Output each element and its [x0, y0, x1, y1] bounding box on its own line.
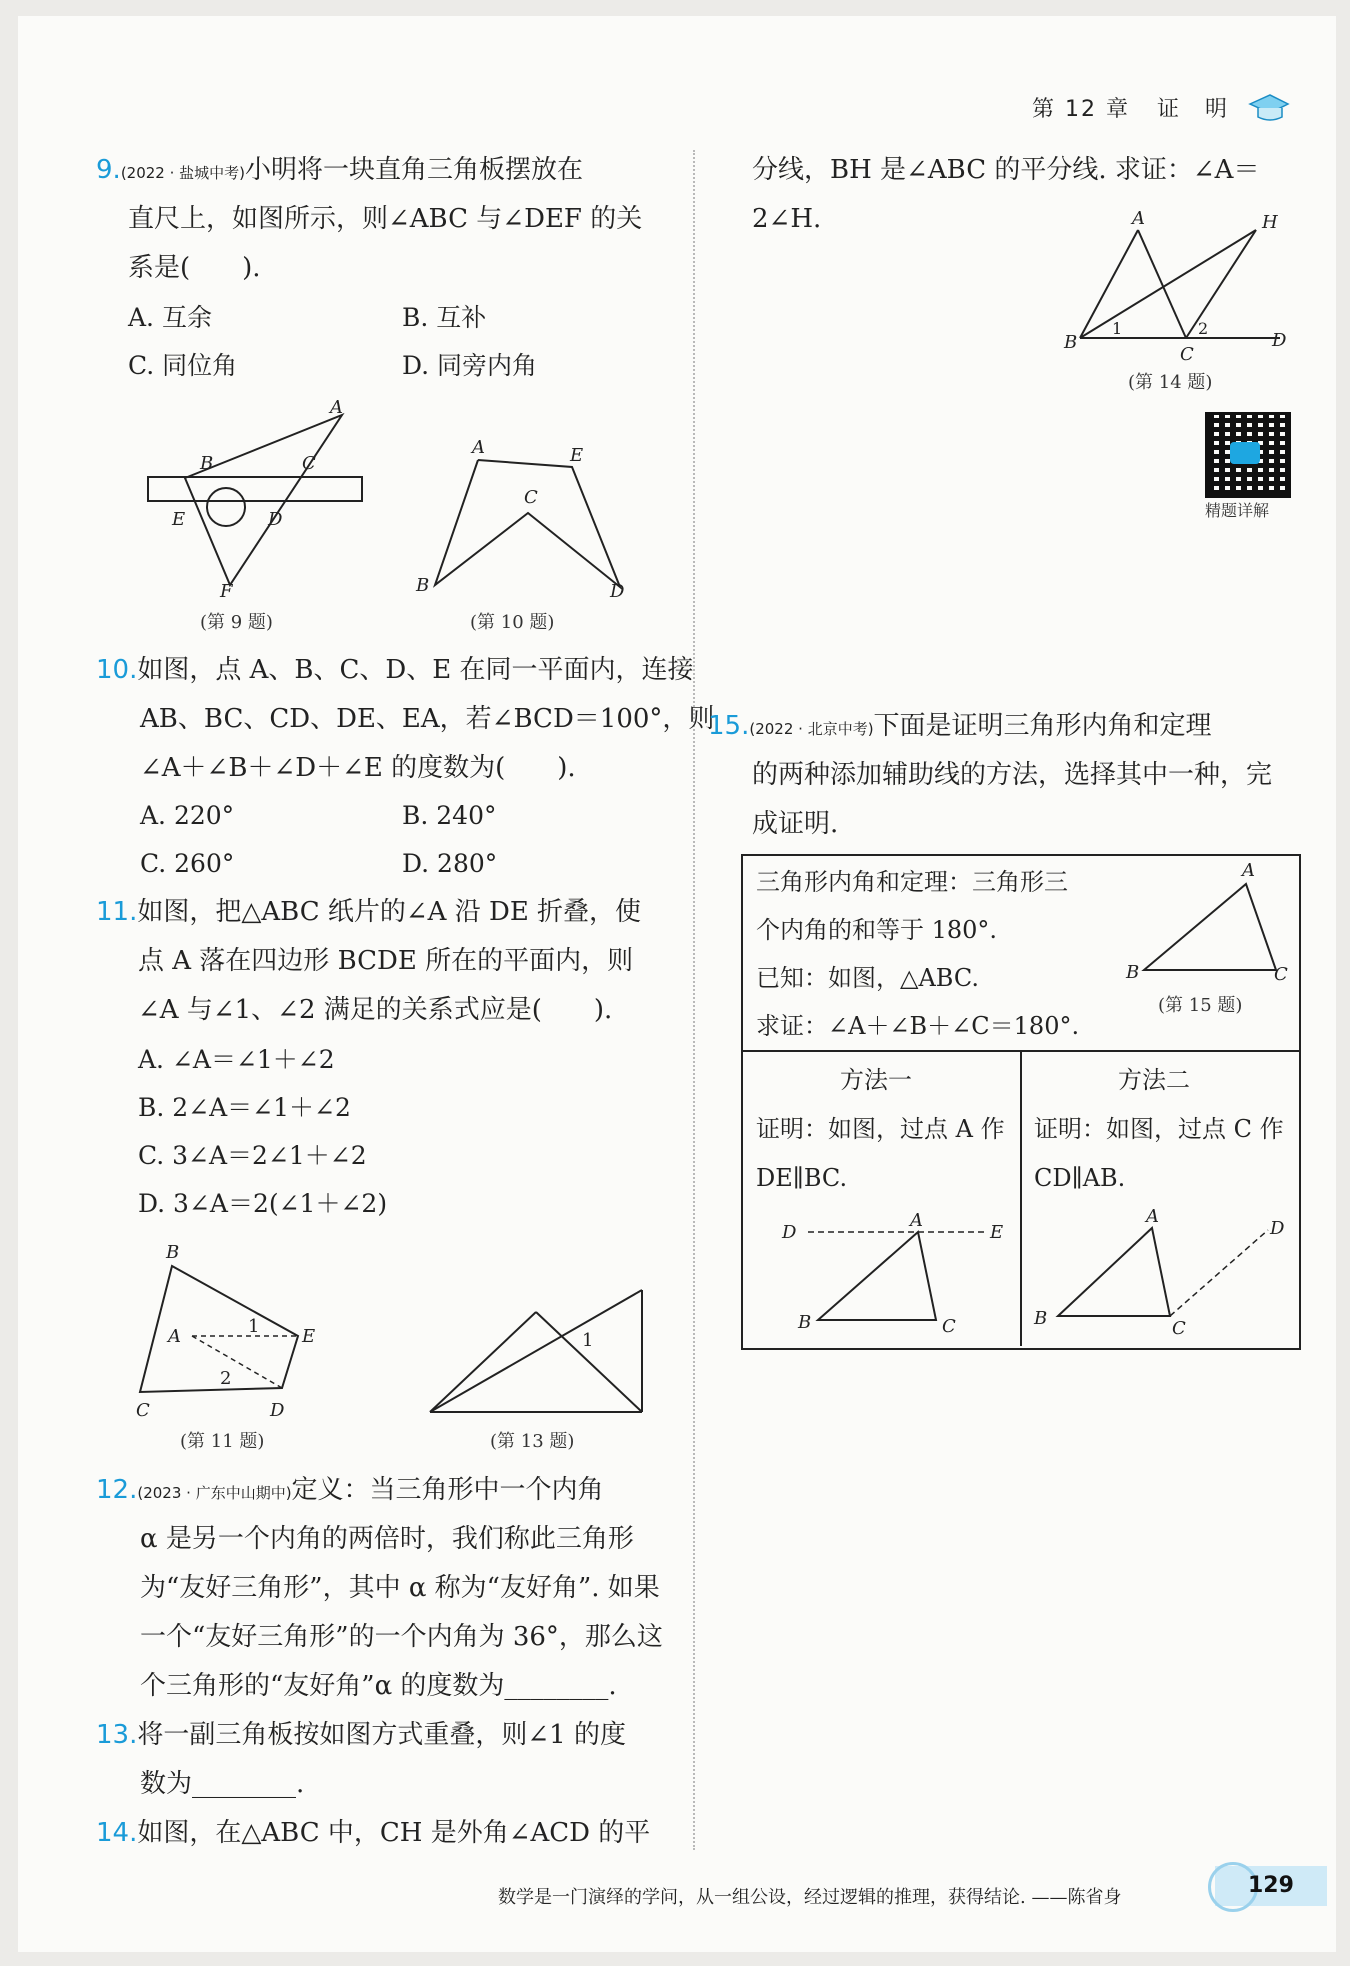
fig10-label-c: C: [524, 487, 538, 508]
m1-label-a: A: [910, 1210, 923, 1231]
q14-text1: 如图，在△ABC 中，CH 是外角∠ACD 的平: [137, 1818, 651, 1848]
q9-figure: [140, 395, 380, 605]
q11-line1: [96, 888, 641, 936]
fig11-label-c: C: [136, 1400, 150, 1421]
q12-line4: 一个“友好三角形”的一个内角为 36°，那么这: [140, 1622, 663, 1652]
m1-label-e: E: [990, 1222, 1004, 1243]
fig13-label-1: 1: [582, 1330, 594, 1351]
q14-line3: 2∠H.: [752, 204, 822, 234]
fig10-label-d: D: [610, 581, 625, 602]
q14-line1: [96, 1809, 650, 1857]
q10-line1: [96, 646, 694, 694]
fig14-label-c: C: [1180, 344, 1194, 365]
q9-line3: 系是( ).: [128, 253, 261, 283]
fig11-label-e: E: [302, 1326, 316, 1347]
fig11-label-b: B: [166, 1242, 180, 1263]
fig9-label-e: E: [172, 509, 186, 530]
q10-option-c[interactable]: C. 260°: [140, 849, 235, 878]
chapter-number: 第 12 章: [1032, 97, 1130, 122]
m2-label-a: A: [1146, 1208, 1159, 1227]
q10-option-a[interactable]: A. 220°: [140, 801, 235, 830]
q11-option-a[interactable]: A. ∠A＝∠1＋∠2: [138, 1045, 335, 1074]
q12-text1: 定义：当三角形中一个内角: [291, 1475, 604, 1505]
q11-text1: 如图，把△ABC 纸片的∠A 沿 DE 折叠，使: [137, 897, 642, 927]
q15-method2-title: 方法二: [1118, 1066, 1190, 1094]
q15-given: 已知：如图，△ABC.: [756, 964, 980, 992]
q12-line2: α 是另一个内角的两倍时，我们称此三角形: [140, 1524, 634, 1554]
q9-source: (2022 · 盐城中考): [120, 164, 245, 182]
fig11-label-a: A: [168, 1326, 181, 1347]
q9-option-b[interactable]: B. 互补: [402, 303, 487, 332]
q15-method1-title: 方法一: [840, 1066, 912, 1094]
q11-option-b[interactable]: B. 2∠A＝∠1＋∠2: [138, 1093, 351, 1122]
fig10-label-e: E: [570, 445, 584, 466]
q9-option-c[interactable]: C. 同位角: [128, 351, 238, 380]
m1-label-c: C: [942, 1316, 956, 1337]
q15-source: (2022 · 北京中考): [749, 720, 874, 738]
page-number: 129: [1248, 1873, 1294, 1898]
q10-caption: (第 10 题): [470, 612, 555, 633]
q11-option-d[interactable]: D. 3∠A＝2(∠1＋∠2): [138, 1189, 388, 1218]
q13-caption: (第 13 题): [490, 1431, 575, 1452]
q15-prove: 求证：∠A＋∠B＋∠C＝180°.: [756, 1012, 1080, 1040]
fig9-label-c: C: [302, 453, 316, 474]
q15-method1-figure: [778, 1208, 1008, 1338]
q15-figure: [1120, 856, 1290, 986]
q14-line2: 分线，BH 是∠ABC 的平分线. 求证：∠A＝: [752, 155, 1260, 185]
q13-line2: 数为________.: [140, 1769, 305, 1799]
q15-line2: 的两种添加辅助线的方法，选择其中一种，完: [752, 760, 1273, 790]
play-icon: [1230, 442, 1260, 464]
fig14-label-1: 1: [1112, 319, 1123, 338]
q11-caption: (第 11 题): [180, 1431, 265, 1452]
q15-text1: 下面是证明三角形内角和定理: [873, 711, 1212, 741]
q9-text1: 小明将一块直角三角板摆放在: [245, 155, 584, 185]
fig14-label-2: 2: [1198, 319, 1209, 338]
q10-option-b[interactable]: B. 240°: [402, 801, 497, 830]
footer-quote: 数学是一门演绎的学问，从一组公设，经过逻辑的推理，获得结论. ——陈省身: [498, 1887, 1122, 1908]
q11-option-c[interactable]: C. 3∠A＝2∠1＋∠2: [138, 1141, 367, 1170]
q9-line2: 直尺上，如图所示，则∠ABC 与∠DEF 的关: [128, 204, 643, 234]
q15-method2-figure: [1030, 1208, 1290, 1338]
q15-table-vline: [1020, 1050, 1022, 1346]
fig9-label-f: F: [220, 581, 233, 602]
column-divider: [693, 150, 695, 1850]
q13-number: 13.: [96, 1720, 138, 1750]
fig9-label-b: B: [200, 453, 214, 474]
q12-number: 12.: [96, 1475, 138, 1505]
q15-method2-line2: CD∥AB.: [1034, 1164, 1126, 1192]
q10-text1: 如图，点 A、B、C、D、E 在同一平面内，连接: [137, 655, 694, 685]
q10-number: 10.: [96, 655, 138, 685]
fig15-label-c: C: [1274, 964, 1288, 985]
qr-label: 精题详解: [1205, 501, 1270, 520]
m2-label-d: D: [1270, 1218, 1285, 1239]
q13-text1: 将一副三角板按如图方式重叠，则∠1 的度: [137, 1720, 626, 1750]
q15-theorem-line1: 三角形内角和定理：三角形三: [756, 868, 1068, 896]
chapter-header: [1032, 92, 1229, 123]
fig14-label-a: A: [1132, 210, 1145, 229]
fig14-label-b: B: [1064, 332, 1078, 353]
q15-line3: 成证明.: [752, 809, 839, 839]
q15-caption: (第 15 题): [1158, 995, 1243, 1016]
q11-line3: ∠A 与∠1、∠2 满足的关系式应是( ).: [138, 995, 613, 1025]
q11-line2: 点 A 落在四边形 BCDE 所在的平面内，则: [138, 946, 634, 976]
m2-label-c: C: [1172, 1318, 1186, 1338]
q11-figure: [130, 1236, 340, 1436]
q9-line1: [96, 146, 583, 197]
q12-line5: 个三角形的“友好角”α 的度数为________.: [140, 1671, 617, 1701]
q14-caption: (第 14 题): [1128, 372, 1213, 393]
m1-label-b: B: [798, 1312, 812, 1333]
q10-option-d[interactable]: D. 280°: [402, 849, 498, 878]
fig15-label-a: A: [1242, 860, 1255, 881]
fig11-label-1: 1: [248, 1316, 260, 1337]
q12-line1: [96, 1466, 604, 1517]
fig15-label-b: B: [1126, 962, 1140, 983]
graduation-cap-icon: [1248, 92, 1290, 124]
q10-line2: AB、BC、CD、DE、EA，若∠BCD＝100°，则: [140, 704, 715, 734]
q10-figure: [410, 435, 640, 605]
fig10-label-a: A: [472, 437, 485, 458]
q14-number: 14.: [96, 1818, 138, 1848]
q9-option-a[interactable]: A. 互余: [128, 303, 212, 332]
q12-source: (2023 · 广东中山期中): [137, 1484, 292, 1502]
q15-method1-line2: DE∥BC.: [756, 1164, 848, 1192]
fig9-label-d: D: [268, 509, 283, 530]
m2-label-b: B: [1034, 1308, 1048, 1329]
fig14-label-h: H: [1262, 212, 1278, 233]
q9-caption: (第 9 题): [200, 612, 273, 633]
fig11-label-d: D: [270, 1400, 285, 1421]
fig14-label-d: D: [1272, 330, 1287, 351]
q15-theorem-line2: 个内角的和等于 180°.: [756, 916, 998, 944]
fig10-label-b: B: [416, 575, 430, 596]
q14-figure: [1058, 210, 1298, 370]
q9-option-d[interactable]: D. 同旁内角: [402, 351, 538, 380]
q10-line3: ∠A＋∠B＋∠D＋∠E 的度数为( ).: [140, 753, 576, 783]
q15-line1: [708, 702, 1212, 753]
fig11-label-2: 2: [220, 1368, 232, 1389]
fig9-label-a: A: [330, 397, 343, 418]
q13-line1: [96, 1711, 626, 1759]
q15-method1-line1: 证明：如图，过点 A 作: [756, 1115, 1005, 1143]
q15-method2-line1: 证明：如图，过点 C 作: [1034, 1115, 1284, 1143]
q12-line3: 为“友好三角形”，其中 α 称为“友好角”. 如果: [140, 1573, 660, 1603]
q13-figure: [420, 1282, 650, 1422]
m1-label-d: D: [782, 1222, 797, 1243]
chapter-title: 证 明: [1156, 97, 1229, 122]
q15-number: 15.: [708, 711, 750, 741]
q11-number: 11.: [96, 897, 138, 927]
q9-number: 9.: [96, 155, 121, 185]
